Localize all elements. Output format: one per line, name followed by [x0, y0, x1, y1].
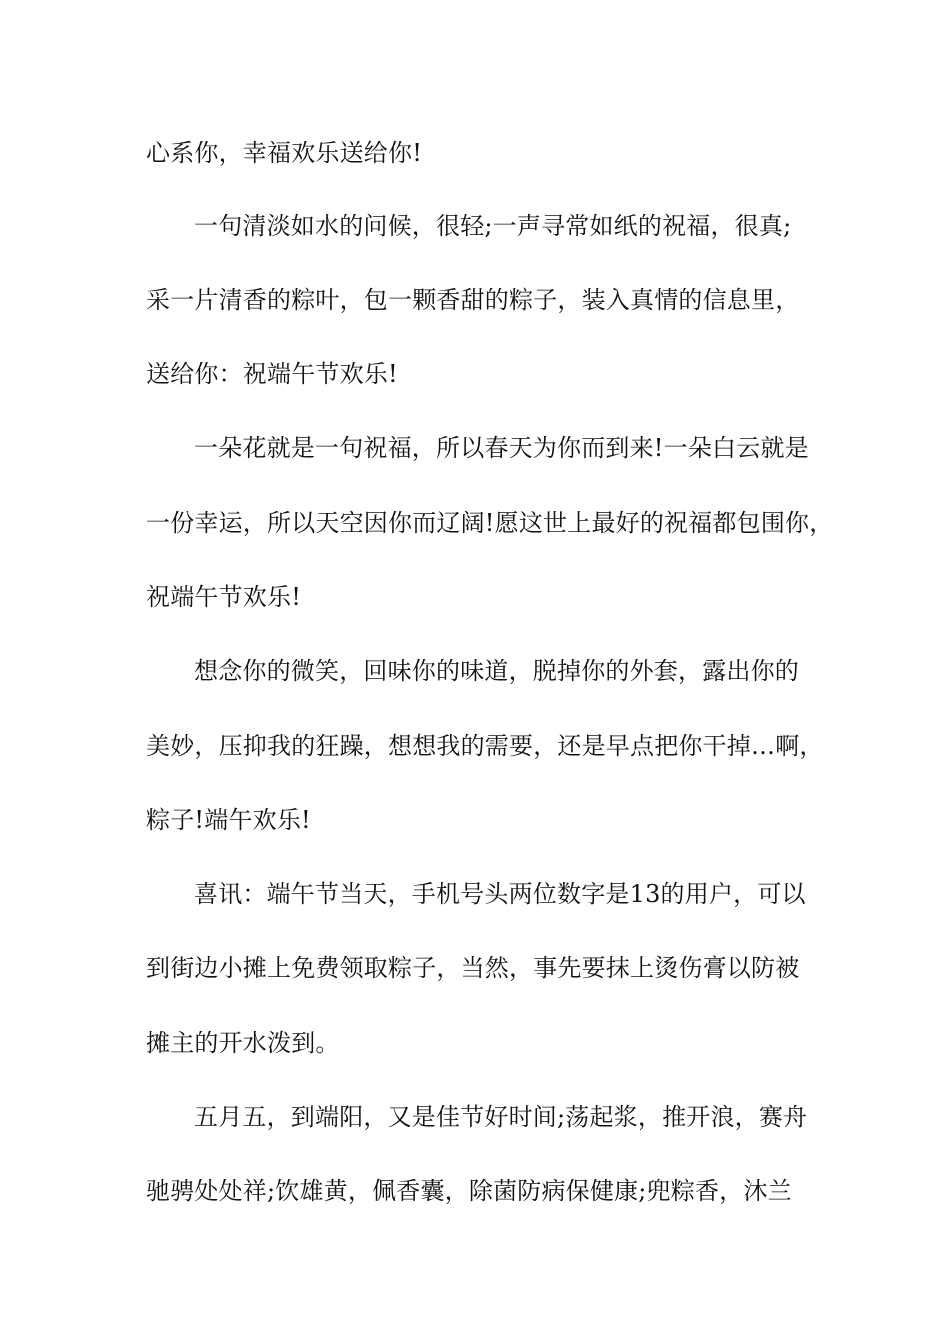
text-line: 摊主的开水泼到。 — [146, 1029, 340, 1057]
text-line: 驰骋处处祥;饮雄黄，佩香囊，除菌防病保健康;兜粽香，沐兰 — [146, 1177, 792, 1205]
text-line: 想念你的微笑，回味你的味道，脱掉你的外套，露出你的 — [194, 657, 799, 685]
text-line: 心系你，幸福欢乐送给你! — [146, 139, 423, 167]
text-line: 喜讯：端午节当天，手机号头两位数字是13的用户，可以 — [194, 880, 806, 908]
text-line: 一句清淡如水的问候，很轻;一声寻常如纸的祝福，很真; — [194, 212, 792, 240]
text-line: 一份幸运，所以天空因你而辽阔!愿这世上最好的祝福都包围你， — [146, 509, 834, 537]
text-line: 祝端午节欢乐! — [146, 583, 302, 611]
text-line: 粽子!端午欢乐! — [146, 806, 311, 834]
text-line: 送给你：祝端午节欢乐! — [146, 360, 398, 388]
text-line: 美妙，压抑我的狂躁，想想我的需要，还是早点把你干掉…啊， — [146, 732, 824, 760]
text-line: 采一片清香的粽叶，包一颗香甜的粽子，装入真情的信息里， — [146, 286, 800, 314]
text-line: 到街边小摊上免费领取粽子，当然，事先要抹上烫伤膏以防被 — [146, 954, 800, 982]
text-line: 一朵花就是一句祝福，所以春天为你而到来!一朵白云就是 — [194, 434, 809, 462]
text-line: 五月五，到端阳，又是佳节好时间;荡起浆，推开浪，赛舟 — [194, 1103, 808, 1131]
